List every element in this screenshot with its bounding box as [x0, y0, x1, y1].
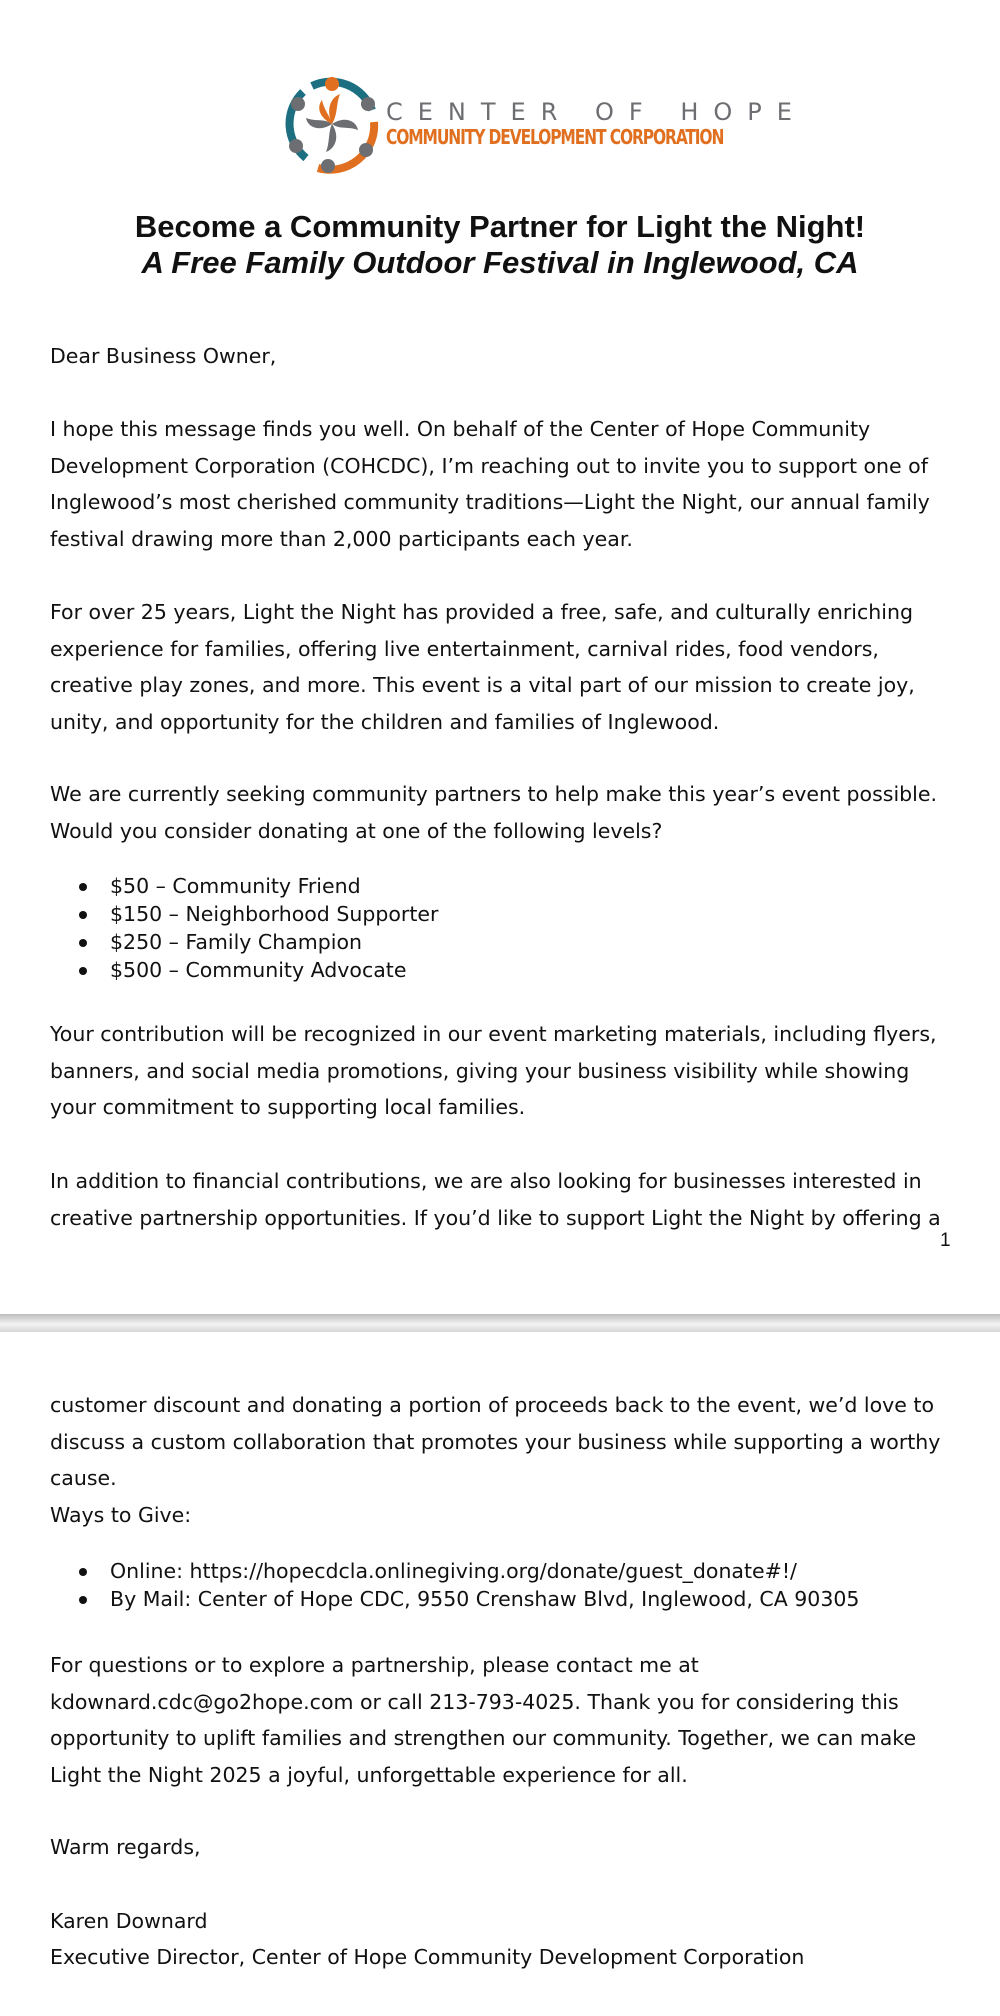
page-number: 1: [940, 1230, 951, 1251]
paragraph-contact: For questions or to explore a partnership, please contact me at kdownard.cdc@go2hope.com or call 213-793-4025. Thank you for considering this opportunity to uplift families and strengthen our community. Together, we can make Light the Night 2025 a joyful, unforgettable experience for all.: [50, 1653, 917, 1787]
signer-title: Executive Director, Center of Hope Community Development Corporation: [50, 1945, 805, 1969]
page-separator: [0, 1314, 1000, 1332]
list-item: $250 – Family Champion: [50, 928, 950, 956]
ways-to-give-heading: Ways to Give:: [50, 1503, 192, 1527]
list-item: Online: https://hopecdcla.onlinegiving.org/donate/guest_donate#!/: [50, 1557, 950, 1585]
signer-name: Karen Downard: [50, 1909, 208, 1933]
paragraph-partnership-continued: customer discount and donating a portion of proceeds back to the event, we’d love to discuss a custom collaboration that promotes your business while supporting a worthy cause.: [50, 1393, 941, 1490]
donation-levels-list: [50, 872, 950, 984]
paragraph-intro: I hope this message finds you well. On behalf of the Center of Hope Community Development Corporation (COHCDC), I’m reaching out to invite you to support one of Inglewood’s most cherished community traditions—Light the Night, our annual family festival drawing more than 2,000 participants each year.: [50, 417, 930, 551]
closing: Warm regards,: [50, 1835, 201, 1859]
logo-line-2: COMMUNITY DEVELOPMENT CORPORATION: [386, 125, 724, 149]
paragraph-recognition: Your contribution will be recognized in our event marketing materials, including flyers, banners, and social media promotions, giving your business visibility while showing your commitment to supporting local families.: [50, 1022, 937, 1119]
paragraph-partnership: In addition to financial contributions, we are also looking for businesses interested in creative partnership opportunities. If you’d like to support Light the Night by offering a: [50, 1169, 941, 1230]
center-of-hope-logo: [268, 70, 807, 180]
list-item: $50 – Community Friend: [50, 872, 950, 900]
document-page-2: [0, 1332, 1000, 2016]
ways-to-give-list: [50, 1557, 950, 1613]
letter-title: Become a Community Partner for Light the Night!: [134, 209, 866, 244]
list-item: $500 – Community Advocate: [50, 956, 950, 984]
community-circle-icon: [282, 74, 382, 174]
letter-subtitle: A Free Family Outdoor Festival in Inglewood, CA: [141, 245, 859, 280]
list-item: $150 – Neighborhood Supporter: [50, 900, 950, 928]
salutation: Dear Business Owner,: [50, 344, 277, 368]
paragraph-request: We are currently seeking community partners to help make this year’s event possible. Would you consider donating at one of the following levels?: [50, 782, 937, 843]
logo-line-1: CENTER OF HOPE: [386, 98, 807, 126]
paragraph-history: For over 25 years, Light the Night has provided a free, safe, and culturally enriching experience for families, offering live entertainment, carnival rides, food vendors, creative play zones, and more. This event is a vital part of our mission to create joy, unity, and opportunity for the children and families of Inglewood.: [50, 600, 915, 734]
list-item: By Mail: Center of Hope CDC, 9550 Crenshaw Blvd, Inglewood, CA 90305: [50, 1585, 950, 1613]
